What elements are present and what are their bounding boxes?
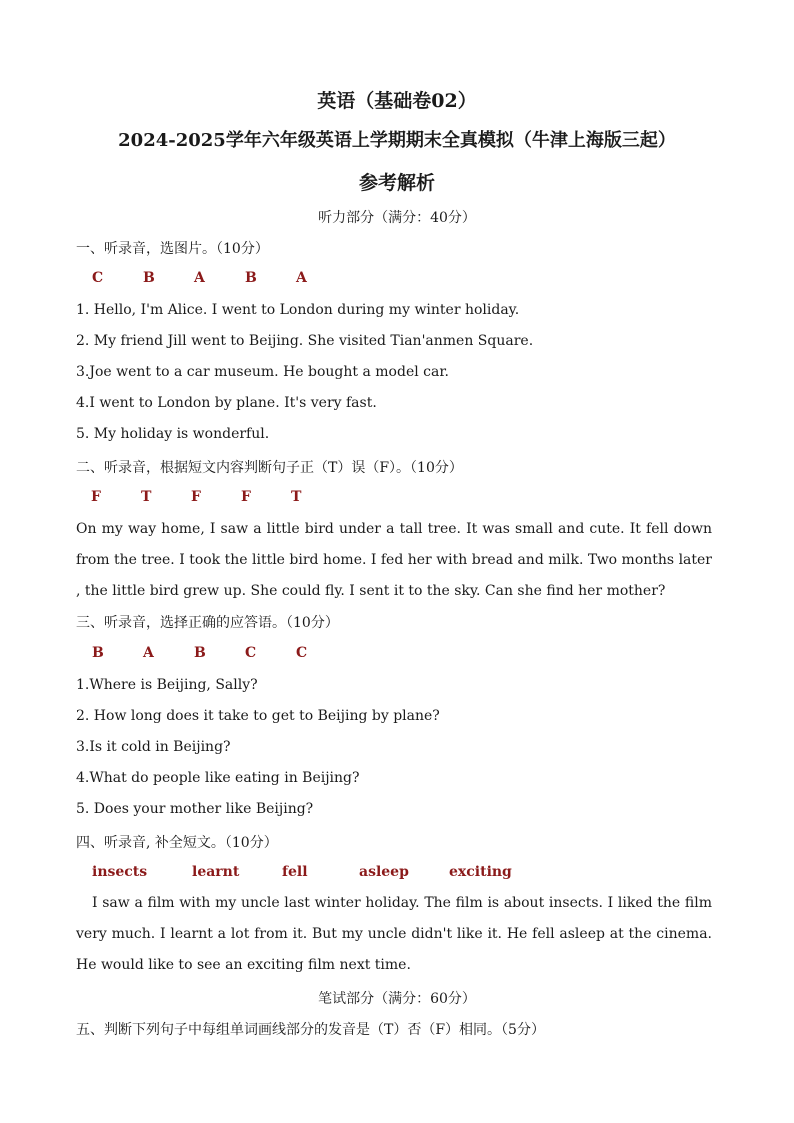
section4-heading: 四、听录音, 补全短文。（10分） — [76, 835, 278, 851]
section3-question-1: 1.Where is Beijing, Sally? — [76, 677, 258, 693]
exam-subtitle: 2024-2025学年六年级英语上学期期末全真模拟（牛津上海版三起） — [118, 130, 676, 151]
section1-script-line-1: 1. Hello, I'm Alice. I went to London during my winter holiday. — [76, 302, 520, 318]
section2-answer-3: F — [191, 489, 201, 505]
section1-answer-2: B — [143, 270, 155, 286]
section4-passage: I saw a film with my uncle last winter holiday. The film is about insects. I liked the film very much. I learnt a lot from it. But my uncle didn't like it. He fell asleep at the cinema. He would like to see an exciting film next time. — [76, 895, 712, 973]
section1-heading: 一、听录音，选图片。（10分） — [76, 241, 269, 257]
section1-script-line-3: 3.Joe went to a car museum. He bought a model car. — [76, 364, 449, 380]
section3-answer-1: B — [92, 645, 104, 661]
section2-answer-4: F — [241, 489, 251, 505]
listening-part-heading: 听力部分（满分：40分） — [318, 210, 476, 226]
section1-answer-1: C — [92, 270, 104, 286]
section5-heading: 五、判断下列句子中每组单词画线部分的发音是（T）否（F）相同。（5分） — [76, 1022, 545, 1038]
section2-answer-2: T — [141, 489, 152, 505]
section3-question-5: 5. Does your mother like Beijing? — [76, 801, 314, 817]
section4-answer-3: fell — [282, 864, 308, 880]
section2-answer-5: T — [291, 489, 302, 505]
section1-script-line-4: 4.I went to London by plane. It's very fast. — [76, 395, 377, 411]
writing-part-heading: 笔试部分（满分：60分） — [318, 991, 476, 1007]
section1-answer-4: B — [245, 270, 257, 286]
section1-answer-3: A — [194, 270, 205, 286]
section2-answer-1: F — [91, 489, 101, 505]
section2-heading: 二、听录音，根据短文内容判断句子正（T）误（F）。（10分） — [76, 460, 463, 476]
section3-answer-4: C — [245, 645, 257, 661]
section1-script-line-5: 5. My holiday is wonderful. — [76, 426, 270, 442]
section4-answer-2: learnt — [192, 864, 240, 880]
section4-answer-4: asleep — [359, 864, 409, 880]
section3-answer-2: A — [143, 645, 154, 661]
section1-script-line-2: 2. My friend Jill went to Beijing. She visited Tian'anmen Square. — [76, 333, 534, 349]
section3-answer-3: B — [194, 645, 206, 661]
section4-answer-5: exciting — [449, 864, 512, 880]
answer-key-title: 参考解析 — [358, 172, 435, 194]
section1-answer-5: A — [296, 270, 307, 286]
section3-question-3: 3.Is it cold in Beijing? — [76, 739, 231, 755]
exam-title: 英语（基础卷02） — [317, 90, 477, 112]
section3-heading: 三、听录音，选择正确的应答语。（10分） — [76, 615, 339, 631]
section3-question-4: 4.What do people like eating in Beijing? — [76, 770, 360, 786]
section2-passage: On my way home, I saw a little bird under a tall tree. It was small and cute. It fell down from the tree. I took the little bird home. I fed her with bread and milk. Two months later , the little bird grew up. She could fly. I sent it to the sky. Can she find her mother? — [76, 521, 712, 599]
section4-answer-1: insects — [92, 864, 148, 880]
section3-answer-5: C — [296, 645, 308, 661]
section3-question-2: 2. How long does it take to get to Beijing by plane? — [76, 708, 440, 724]
